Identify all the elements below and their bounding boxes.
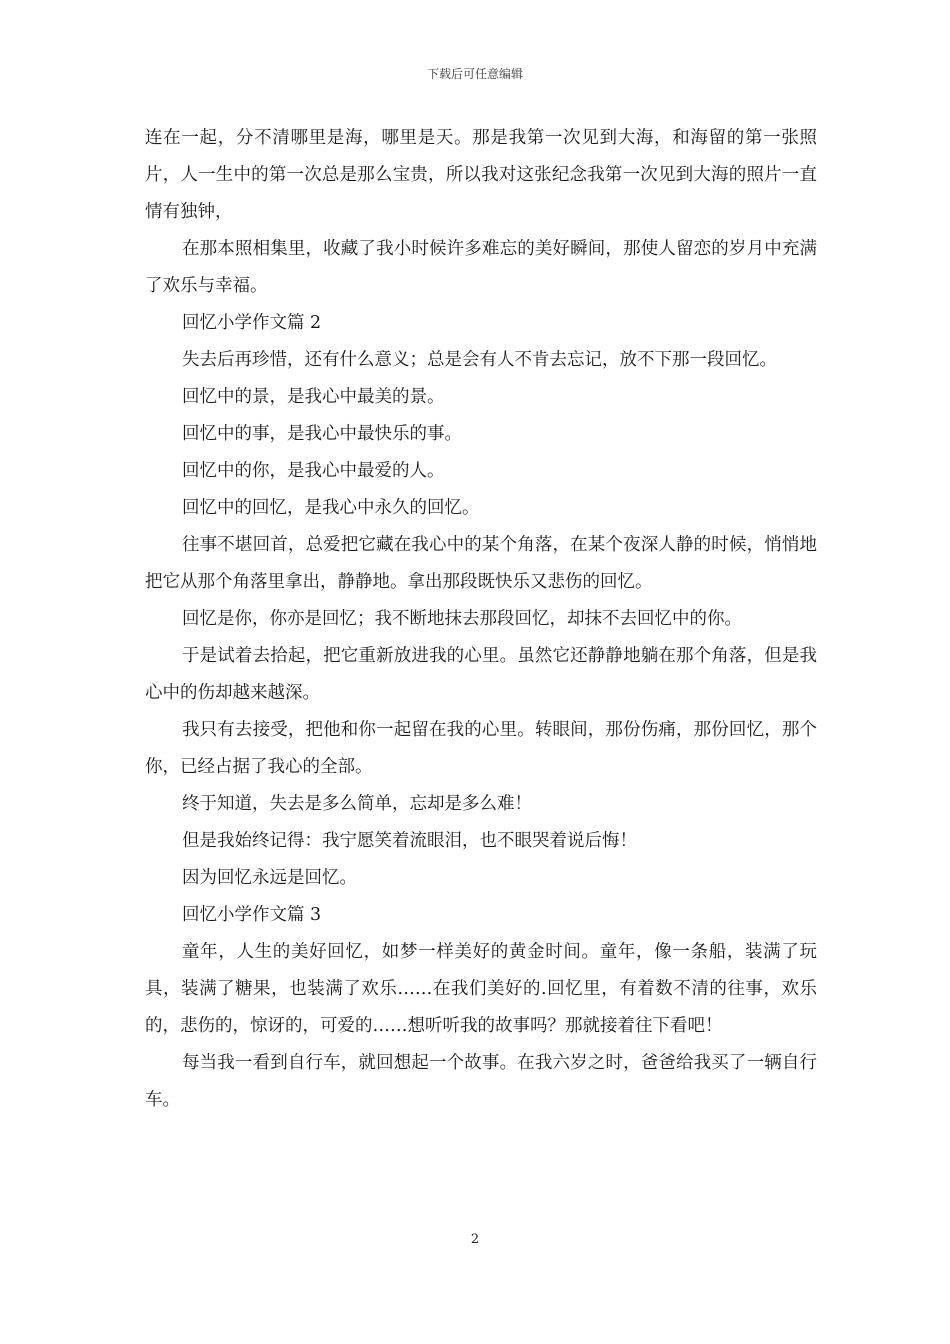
paragraph: 每当我一看到自行车，就回想起一个故事。在我六岁之时，爸爸给我买了一辆自行车。: [145, 1053, 817, 1110]
paragraph: 回忆中的事，是我心中最快乐的事。: [182, 424, 462, 444]
paragraph: 回忆小学作文篇 3: [182, 905, 322, 925]
paragraph: 回忆中的你，是我心中最爱的人。: [182, 461, 445, 481]
paragraph: 回忆中的景，是我心中最美的景。: [182, 387, 445, 407]
paragraph: 童年，人生的美好回忆，如梦一样美好的黄金时间。童年，像一条船，装满了玩具，装满了糖果，也装满了欢乐……在我们美好的.回忆里，有着数不清的往事，欢乐的，悲伤的，惊讶的，可爱的……想听听我的故事吗？那就接着往下看吧！: [145, 942, 817, 1036]
paragraph: 但是我始终记得：我宁愿笑着流眼泪，也不眼哭着说后悔！: [182, 831, 637, 851]
paragraph: 回忆是你，你亦是回忆；我不断地抹去那段回忆，却抹不去回忆中的你。: [182, 609, 742, 629]
page-header-note: 下载后可任意编辑: [426, 67, 523, 81]
page-number: 2: [470, 1232, 480, 1247]
paragraph: 在那本照相集里，收藏了我小时候许多难忘的美好瞬间，那使人留恋的岁月中充满了欢乐与幸福。: [145, 239, 817, 296]
paragraph: 我只有去接受，把他和你一起留在我的心里。转眼间，那份伤痛，那份回忆，那个你，已经占据了我心的全部。: [145, 720, 817, 777]
paragraph: 往事不堪回首，总爱把它藏在我心中的某个角落，在某个夜深人静的时候，悄悄地把它从那个角落里拿出，静静地。拿出那段既快乐又悲伤的回忆。: [145, 535, 817, 592]
paragraph: 终于知道，失去是多么简单，忘却是多么难！: [182, 794, 532, 814]
paragraph: 回忆小学作文篇 2: [182, 313, 322, 333]
paragraph: 连在一起，分不清哪里是海，哪里是天。那是我第一次见到大海，和海留的第一张照片，人一生中的第一次总是那么宝贵，所以我对这张纪念我第一次见到大海的照片一直情有独钟，: [145, 128, 817, 222]
paragraph: 失去后再珍惜，还有什么意义；总是会有人不肯去忘记，放不下那一段回忆。: [182, 350, 777, 370]
document-body: [145, 120, 817, 1119]
paragraph: 于是试着去拾起，把它重新放进我的心里。虽然它还静静地躺在那个角落，但是我心中的伤却越来越深。: [145, 646, 817, 703]
paragraph: 回忆中的回忆，是我心中永久的回忆。: [182, 498, 480, 518]
paragraph: 因为回忆永远是回忆。: [182, 868, 357, 888]
